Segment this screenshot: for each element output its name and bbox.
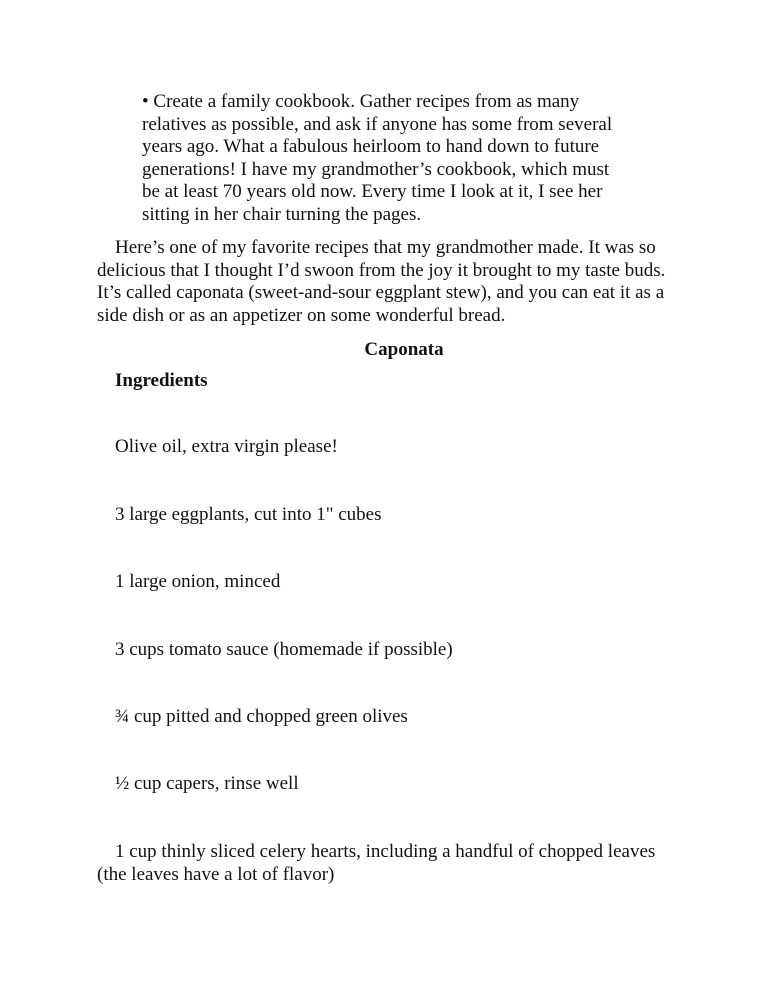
ingredient-item: 3 large eggplants, cut into 1" cubes: [115, 504, 382, 525]
ingredient-item: 1 large onion, minced: [115, 571, 281, 592]
ingredient-item: ½ cup capers, rinse well: [115, 773, 299, 794]
bullet-paragraph: • Create a family cookbook. Gather recipes from as many relatives as possible, and ask if anyone has some from several years ago. What a fabulous heirloom to hand down to future generations! I have my grandmother’s cookbook, which must be at least 70 years old now. Every time I look at it, I see her sitting in her chair turning the pages.: [142, 91, 613, 225]
ingredient-item: Olive oil, extra virgin please!: [115, 436, 338, 457]
ingredients-heading: Ingredients: [115, 370, 208, 391]
ingredient-item: ¾ cup pitted and chopped green olives: [115, 706, 408, 727]
intro-paragraph: Here’s one of my favorite recipes that my grandmother made. It was so delicious that I thought I’d swoon from the joy it brought to my taste buds. It’s called caponata (sweet-and-sour eggplant stew), and you can eat it as a side dish or as an appetizer on some wonderful bread.: [97, 237, 666, 326]
ingredient-item: 1 cup thinly sliced celery hearts, including a handful of chopped leaves (the leaves have a lot of flavor): [97, 841, 656, 885]
ingredient-item: 3 cups tomato sauce (homemade if possible): [115, 639, 453, 660]
recipe-title: Caponata: [364, 339, 444, 360]
